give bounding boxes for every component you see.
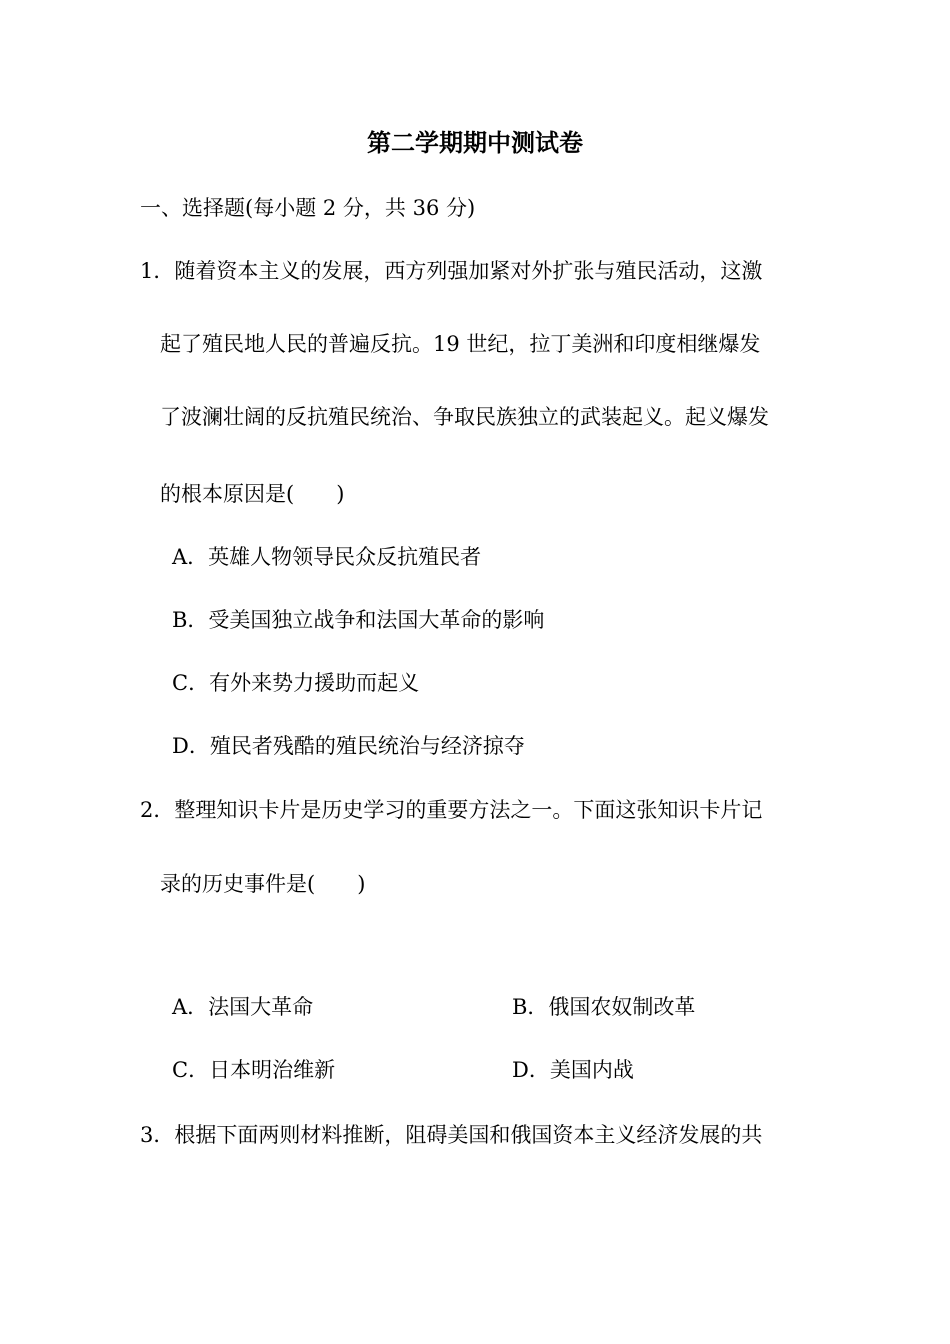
option-d: D．美国内战: [512, 1058, 634, 1082]
question-1-line: 1．随着资本主义的发展，西方列强加紧对外扩张与殖民活动，这激: [140, 259, 763, 283]
question-2-line: 2．整理知识卡片是历史学习的重要方法之一。下面这张知识卡片记: [140, 798, 763, 822]
question-2-line: 录的历史事件是( ): [160, 872, 366, 896]
option-c: C．有外来势力援助而起义: [172, 671, 420, 695]
option-a: A．英雄人物领导民众反抗殖民者: [172, 545, 482, 569]
option-b: B．俄国农奴制改革: [512, 995, 696, 1019]
option-d: D．殖民者残酷的殖民统治与经济掠夺: [172, 734, 525, 758]
option-a: A．法国大革命: [172, 995, 314, 1019]
question-3-line: 3．根据下面两则材料推断，阻碍美国和俄国资本主义经济发展的共: [140, 1123, 763, 1147]
page-title: 第二学期期中测试卷: [367, 128, 583, 157]
question-1-line: 的根本原因是( ): [160, 482, 345, 506]
section-heading: 一、选择题(每小题 2 分，共 36 分): [140, 196, 476, 220]
question-1-line: 了波澜壮阔的反抗殖民统治、争取民族独立的武装起义。起义爆发: [160, 405, 769, 429]
option-b: B．受美国独立战争和法国大革命的影响: [172, 608, 545, 632]
question-1-line: 起了殖民地人民的普遍反抗。19 世纪，拉丁美洲和印度相继爆发: [160, 332, 761, 356]
option-c: C．日本明治维新: [172, 1058, 336, 1082]
